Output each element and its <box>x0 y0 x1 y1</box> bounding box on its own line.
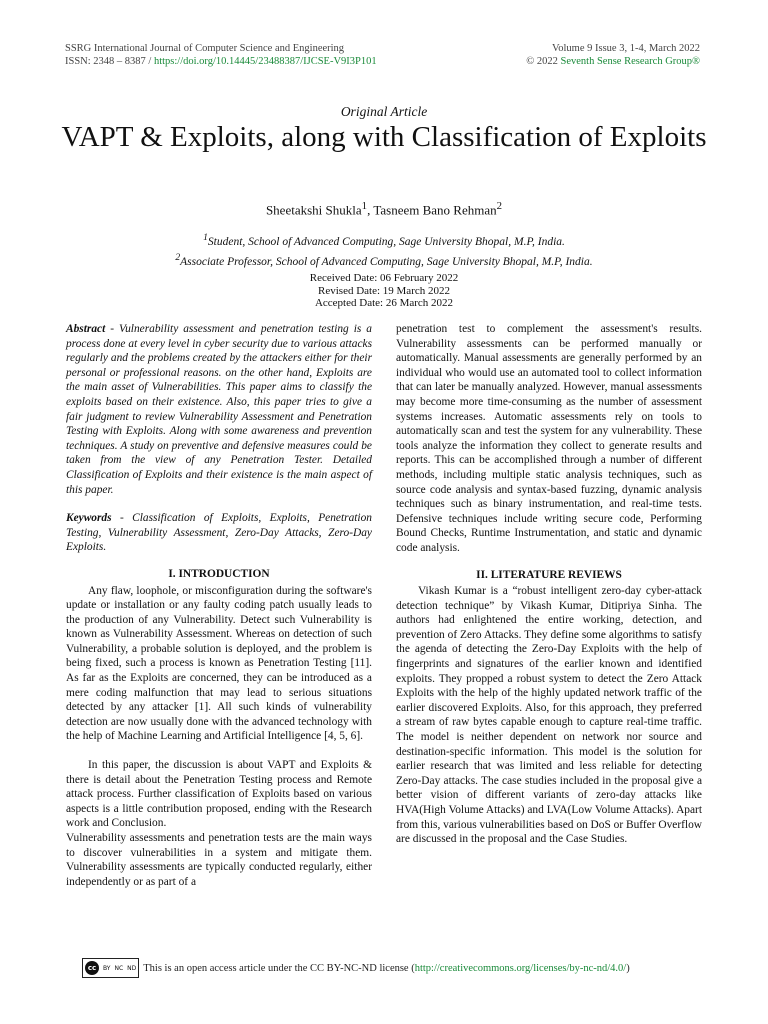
keywords-label: Keywords <box>66 512 112 525</box>
affiliation-1 <box>0 230 768 250</box>
intro-paragraph-2: In this paper, the discussion is about VAPT and Exploits & there is detail about the Penetration Testing process and Remote attack process. Further classification of Exploits based on various aspects is a little contribution proposed, ending with the Research work and Conclusion. <box>66 759 372 830</box>
affiliation-1-sup: 1 <box>203 232 208 243</box>
right-column <box>396 322 702 847</box>
paper-title: VAPT & Exploits, along with Classification of Exploits <box>61 121 707 153</box>
literature-heading: II. LITERATURE REVIEWS <box>476 568 622 581</box>
copyright-prefix: © 2022 <box>526 56 561 67</box>
author-2-sup: 2 <box>496 200 503 212</box>
license-footer <box>82 958 702 978</box>
affiliation-2-text: Associate Professor, School of Advanced Computing, Sage University Bhopal, M.P, India. <box>180 255 593 268</box>
author-separator: , <box>367 202 374 218</box>
received-date: Received Date: 06 February 2022 <box>309 272 459 284</box>
journal-name: SSRG International Journal of Computer Science and Engineering <box>65 43 345 54</box>
journal-header-right <box>526 42 700 68</box>
publisher-link[interactable]: Seventh Sense Research Group® <box>560 56 700 67</box>
license-link[interactable]: http://creativecommons.org/licenses/by-nc-nd/4.0/ <box>414 962 627 974</box>
literature-paragraph-1: Vikash Kumar is a “robust intelligent zero-day cyber-attack detection technique” by Vikash Kumar, Ditipriya Sinha. The authors had enlightened the entire working, detection, and prevention of Zero Attacks. They define some algorithms to satisfy the agenda of detecting the Zero-Day Exploits with the help of fingerprints and signatures of the earlier known and identified exploits. They propped a robust system to detect the Zero Attack Exploits with the help of the highly updated network traffic of the earlier discovered Exploits. Also, for this approach, they preferred a stream of raw bytes capable enough to capture real-time traffic. The model is neither dependent on network nor source and destination-specific information. This model is the solution for earlier research that was limited and less reliable for detecting Zero-Day attacks. The case studies included in the proposal give a better vision of different variants of zero-day attacks like HVA(High Volume Attacks) and LVA(Low Volume Attacks). Apart from this, various vulnerabilities based on DoS or Buffer Overflow are discussed in the proposal and the Case Studies. <box>396 585 703 846</box>
keywords <box>66 511 372 555</box>
author-2: Tasneem Bano Rehman <box>373 202 497 218</box>
volume-info: Volume 9 Issue 3, 1-4, March 2022 <box>552 43 700 54</box>
intro-paragraph-3: Vulnerability assessments and penetration tests are the main ways to discover vulnerabilities in a system and mitigate them. Vulnerability assessments are typically conducted regularly, either independently or as part of a <box>66 832 372 888</box>
license-prefix: This is an open access article under the CC BY-NC-ND license ( <box>143 962 415 974</box>
vulnerability-assessment-paragraph: penetration test to complement the assessment's results. Vulnerability assessments can be performed manually or automatically. Manual assessments are generally performed by an individual who would use an automated tool to collect information that can later be manually analyzed. However, manual assessments may become more time-consuming as the number of assessment systems increases. Automatic assessments rely on tools to automatically scan and test the system for any vulnerability. These tools analyze the information they collect to generate results and reports. This can be accomplished through a number of different methods, including multiple static analysis techniques, such as source code analysis and syntax-based fuzzing, dynamic analysis techniques such as binary instrumentation, and real-time tests. Defensive techniques include writing secure code, Performing Bound Checks, Runtime Instrumentation, and static and dynamic code analysis. <box>396 323 702 554</box>
nd-label: ND <box>127 964 137 972</box>
nc-label: NC <box>114 964 124 972</box>
license-close: ) <box>626 962 630 974</box>
journal-header-left <box>65 42 377 68</box>
author-1: Sheetakshi Shukla <box>265 202 362 218</box>
article-type: Original Article <box>340 104 428 119</box>
revised-date: Revised Date: 19 March 2022 <box>318 284 450 297</box>
intro-heading: I. INTRODUCTION <box>168 567 270 580</box>
author-1-sup: 1 <box>361 200 368 212</box>
left-column <box>66 322 372 889</box>
author-list <box>0 200 768 218</box>
license-text <box>143 963 629 974</box>
keywords-text: - Classification of Exploits, Exploits, Penetration Testing, Vulnerability Assessment, Zero-Day Attacks, Zero-Day Exploits. <box>66 512 372 554</box>
issn: ISSN: 2348 – 8387 / <box>65 56 154 67</box>
cc-license-badge[interactable] <box>82 958 139 978</box>
affiliation-2 <box>0 250 768 270</box>
doi-link[interactable]: https://doi.org/10.14445/23488387/IJCSE-V9I3P101 <box>153 56 377 67</box>
affiliation-2-sup: 2 <box>175 251 181 263</box>
accepted-date: Accepted Date: 26 March 2022 <box>314 297 454 309</box>
issn-line <box>65 55 377 68</box>
abstract <box>66 322 372 497</box>
intro-paragraph-1: Any flaw, loophole, or misconfiguration during the software's update or installation or any faulty coding patch usually leads to the production of any Vulnerability. Detect such Vulnerability is known as Vulnerability Assessment. Whereas on detection of such Vulnerability, a probable solution is deployed, and the problem is being fixed, such a process is known as Penetration Testing [11]. As far as the Exploits are concerned, they can be introduced as a mere coding malfunction that may lead to serious situations detected by any attacker [1]. All such kinds of vulnerability detection are now usually done with the advanced technology with the help of Machine Learning and Artificial Intelligence [4, 5, 6]. <box>66 584 372 743</box>
abstract-label: Abstract <box>66 323 106 335</box>
copyright-line <box>526 55 700 68</box>
article-dates <box>0 272 768 310</box>
cc-icon: cc <box>85 961 99 975</box>
abstract-text: - Vulnerability assessment and penetration testing is a process done at every level in cyber security due to various attacks regularly and the problems created by the attackers either for their personal or professional reasons. on the other hand, Exploits are the main asset of Vulnerabilities. This paper aims to classify the exploits based on their existence. Also, this paper tries to give a fair judgment to review Vulnerability Assessment and Penetration Testing with Exploits. Along with some awareness and prevention techniques. A study on preventive and defensive measures could be taken from the view of any Penetration Tester. Detailed Classification of Exploits and their existence is the main aspect of this paper. <box>66 323 372 496</box>
affiliations <box>0 230 768 270</box>
affiliation-1-text: Student, School of Advanced Computing, Sage University Bhopal, M.P, India. <box>207 235 565 248</box>
by-label: BY <box>103 964 111 972</box>
